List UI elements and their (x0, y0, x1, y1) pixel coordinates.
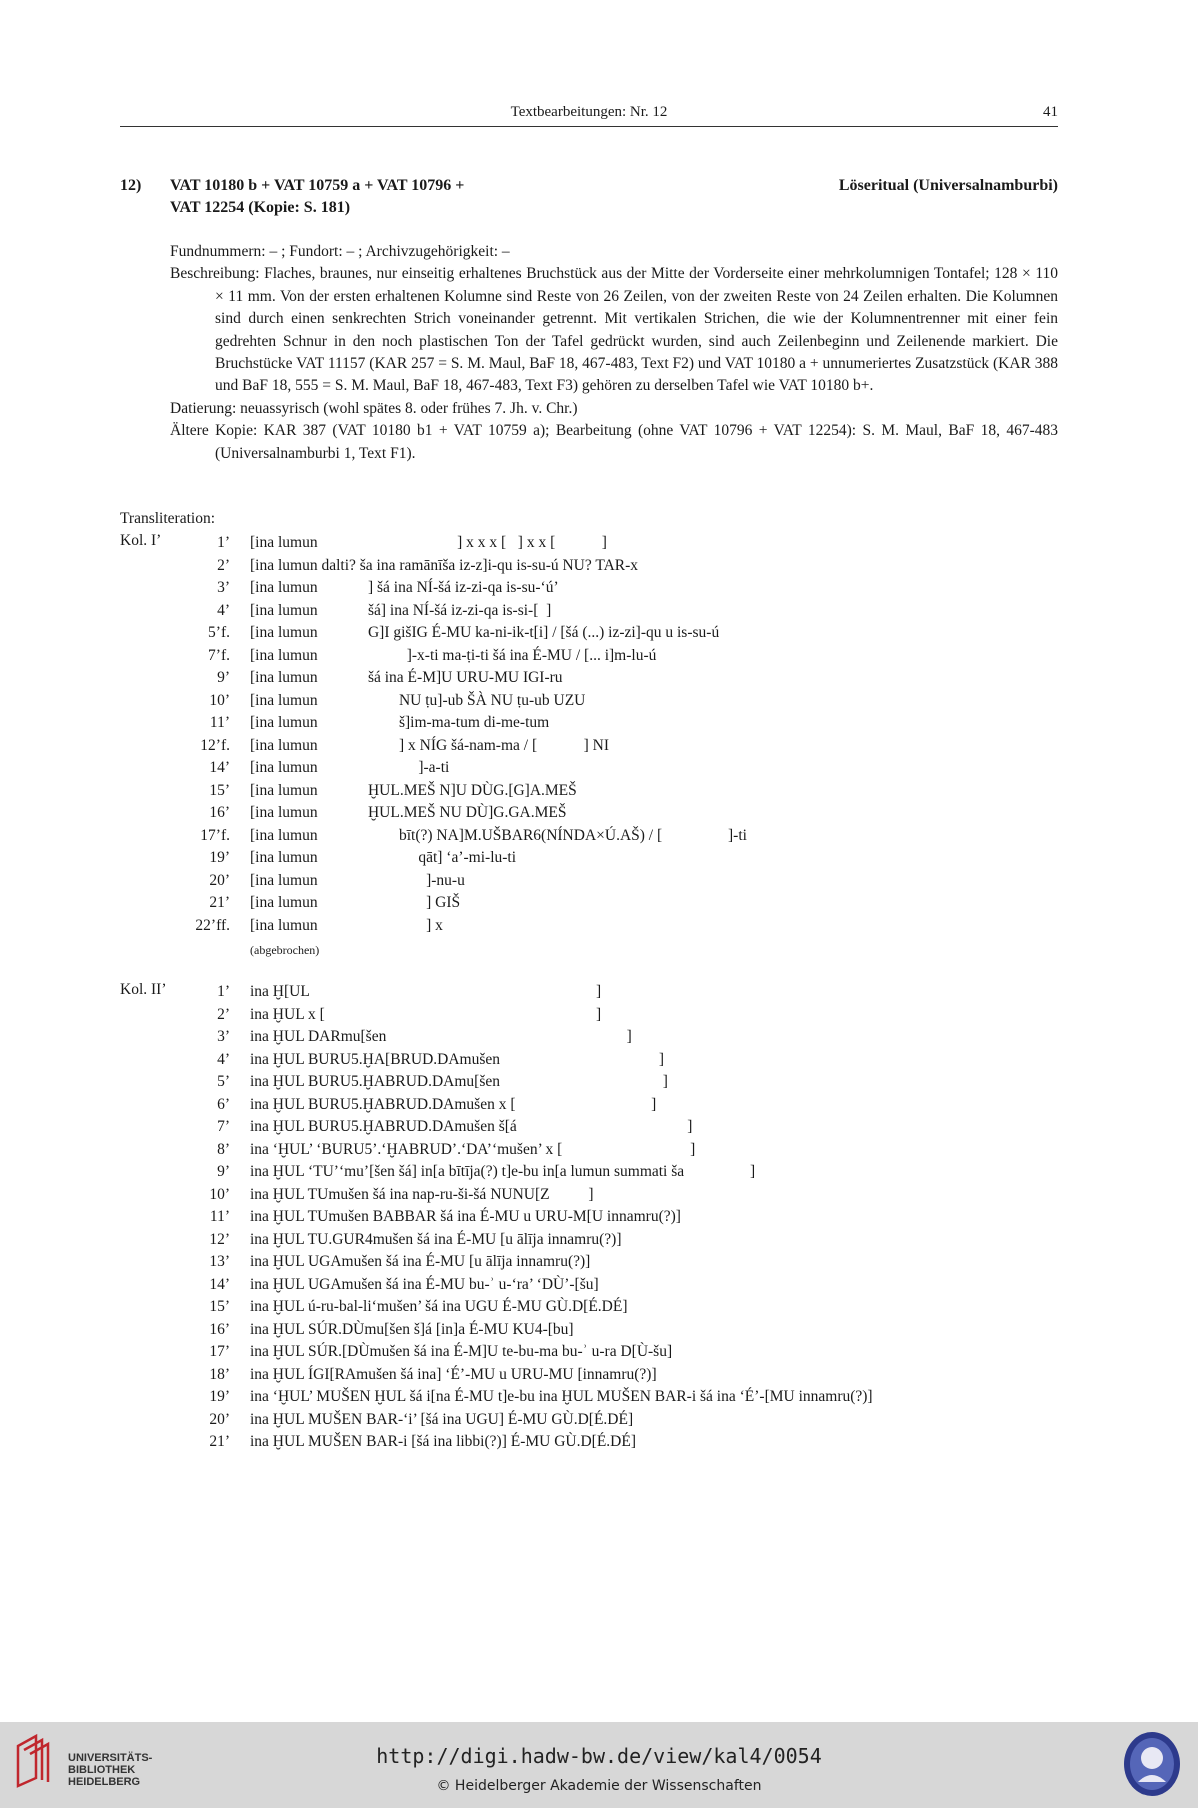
column-label: Kol. I’ (120, 532, 162, 549)
line-text: [ina lumun bīt(?) NA]M.UŠBAR6(NÍNDA×Ú.AŠ) / [ ]-ti (250, 826, 747, 844)
translit-line (0, 622, 1100, 644)
translit-line (0, 1139, 1100, 1161)
line-number: 21’ (209, 894, 230, 911)
line-text: [ina lumun dalti? ša ina ramānīša iz-z]i-qu is-su-ú NU? TAR-x (250, 556, 639, 574)
entry-genre: Löseritual (Universalnamburbi) (838, 177, 1058, 194)
line-text: ina ḪUL TUmušen BABBAR šá ina É-MU u URU-M[U innamru(?)] (250, 1208, 681, 1225)
line-number: 7’f. (208, 646, 230, 664)
translit-line (0, 892, 1100, 914)
translit-line (0, 532, 1100, 554)
line-number: 15’ (209, 1298, 230, 1315)
broken-note: (abgebrochen) (250, 943, 320, 957)
line-text: ina ḪUL ÍGI[RAmušen šá ina] ‘É’-MU u URU-MU [innamru(?)] (250, 1365, 657, 1383)
line-text: [ina lumun ] šá ina NÍ-šá iz-zi-qa is-su-‘ú’ (250, 579, 559, 596)
line-number: 8’ (217, 1140, 230, 1158)
column-label: Kol. II’ (120, 981, 167, 998)
line-number: 1’ (217, 534, 230, 551)
line-text: ina ḪUL BURU5.ḪA[BRUD.DAmušen ] (250, 1050, 665, 1068)
translit-line (0, 825, 1100, 847)
line-text: ina ḪUL MUŠEN BAR-i [šá ina libbi(?)] É-MU GÙ.D[É.DÉ] (250, 1433, 636, 1450)
translit-line (0, 1341, 1100, 1363)
entry-number: 12) (120, 177, 142, 194)
translit-line (0, 847, 1100, 869)
footer-bar (0, 1722, 1198, 1808)
line-text: ina ḪUL x [ ] (250, 1005, 602, 1023)
translit-line (0, 667, 1100, 689)
line-text: ina ḪUL MUŠEN BAR-‘i’ [šá ina UGU] É-MU GÙ.D[É.DÉ] (250, 1410, 634, 1428)
older-copy: Ältere Kopie: KAR 387 (VAT 10180 b1 + VAT 10759 a); Bearbeitung (ohne VAT 10796 + VAT 12254): S. M. Maul, BaF 18, 467-483 (Universalnamburbi 1, Text F1). (170, 422, 1058, 462)
line-number: 20’ (209, 1410, 230, 1428)
line-number: 3’ (217, 579, 230, 596)
line-text: [ina lumun ] x (250, 916, 443, 934)
translit-line (0, 690, 1100, 712)
line-text: ina ḪUL ‘TU’‘mu’[šen šá] in[a bītīja(?) t]e-bu in[a lumun summati ša ] (250, 1163, 756, 1180)
line-text: [ina lumun ḪUL.MEŠ NU DÙ]G.GA.MEŠ (250, 804, 567, 821)
translit-line (0, 1229, 1100, 1251)
translit-line (0, 735, 1100, 757)
description-block (170, 241, 1058, 465)
translit-line (0, 712, 1100, 734)
translit-line (0, 915, 1100, 937)
line-text: [ina lumun qāt] ‘a’-mi-lu-ti (250, 849, 517, 866)
translit-line (0, 645, 1100, 667)
line-number: 12’f. (200, 736, 230, 754)
line-number: 6’ (217, 1095, 230, 1113)
line-text: [ina lumun ḪUL.MEŠ N]U DÙG.[G]A.MEŠ (250, 781, 577, 799)
line-number: 11’ (209, 1208, 230, 1225)
line-number: 14’ (209, 759, 230, 776)
translit-line (0, 1049, 1100, 1071)
line-text: ina ḪUL SÚR.DÙmu[šen š]á [in]a É-MU KU4-[bu] (250, 1320, 574, 1338)
line-number: 21’ (209, 1433, 230, 1450)
line-text: ina ‘ḪUL’ MUŠEN ḪUL šá i[na É-MU t]e-bu ina ḪUL MUŠEN BAR-i šá ina ‘É’-[MU innamru(?)] (250, 1388, 873, 1405)
line-text: [ina lumun šá ina É-M]U URU-MU IGI-ru (250, 669, 563, 686)
description-paragraph: Beschreibung: Flaches, braunes, nur einseitig erhaltenes Bruchstück aus der Mitte der Vorderseite einer mehrkolumnigen Tontafel; 128 × 110 × 11 mm. Von der ersten erhaltenen Kolumne sind Reste von 26 Zeilen, von der zweiten Reste von 24 Zeilen erhalten. Die Kolumnen sind durch einen senkrechten Strich voneinander getrennt. Mit vertikalen Strichen, die wie der Kolumnentrenner mit einer fein gedrehten Schnur in den noch plastischen Ton der Tafel gedrückt wurden, sind auch Zeilenbeginn und Zeilenende markiert. Die Bruchstücke VAT 11157 (KAR 257 = S. M. Maul, BaF 18, 467-483, Text F2) und VAT 10180 a + unnumeriertes Zusatzstück (KAR 388 und BaF 18, 555 = S. M. Maul, BaF 18, 467-483, Text F3) gehören zu derselben Tafel wie VAT 10180 b+. (170, 265, 1058, 395)
line-text: ina ḪUL BURU5.ḪABRUD.DAmušen š[á ] (250, 1118, 693, 1135)
translit-line (0, 1319, 1100, 1341)
translit-line (0, 600, 1100, 622)
line-text: ina ḪUL UGAmušen šá ina É-MU bu-ʾ u-‘ra’ ‘DÙ’-[šu] (250, 1275, 599, 1293)
find-numbers: Fundnummern: – ; Fundort: – ; Archivzugehörigkeit: – (170, 243, 510, 260)
line-number: 4’ (217, 601, 230, 619)
line-text: [ina lumun G]I gišIG É-MU ka-ni-ik-t[i] / [šá (...) iz-zi]-qu u is-su-ú (250, 624, 720, 641)
translit-line (0, 555, 1100, 577)
line-number: 10’ (209, 691, 230, 709)
translit-line (0, 1071, 1100, 1093)
translit-line (0, 1296, 1100, 1318)
line-number: 3’ (217, 1028, 230, 1045)
transliteration-label: Transliteration: (120, 510, 216, 527)
entry-title-line1: VAT 10180 b + VAT 10759 a + VAT 10796 + (170, 177, 465, 194)
line-number: 16’ (209, 1320, 230, 1338)
line-text: [ina lumun ] x NÍG šá-nam-ma / [ ] NI (250, 736, 610, 754)
line-text: ina ‘ḪUL’ ‘BURU5’.‘ḪABRUD’.‘DA’‘mušen’ x [ ] (250, 1140, 696, 1158)
line-text: [ina lumun NU ṭu]-ub ŠÀ NU ṭu-ub UZU (250, 691, 586, 709)
running-title: Textbearbeitungen: Nr. 12 (510, 104, 668, 120)
line-text: ina ḪUL SÚR.[DÙmušen šá ina É-M]U te-bu-ma bu-ʾ u-ra D[Ù-šu] (250, 1343, 673, 1360)
translit-line (0, 1026, 1100, 1048)
dating: Datierung: neuassyrisch (wohl spätes 8. oder frühes 7. Jh. v. Chr.) (170, 399, 578, 417)
line-text: ina ḪUL BURU5.ḪABRUD.DAmušen x [ ] (250, 1095, 657, 1113)
line-number: 19’ (209, 1388, 230, 1405)
line-number: 1’ (217, 983, 230, 1000)
line-text: ina ḪUL TUmušen šá ina nap-ru-ši-šá NUNU[Z ] (250, 1185, 594, 1203)
translit-line (0, 1251, 1100, 1273)
line-number: 22’ff. (195, 916, 230, 934)
line-number: 16’ (209, 804, 230, 821)
academy-seal-icon (1122, 1730, 1182, 1798)
translit-line (0, 1274, 1100, 1296)
line-number: 11’ (209, 714, 230, 731)
entry-title-line2: VAT 12254 (Kopie: S. 181) (170, 199, 351, 216)
line-number: 15’ (209, 781, 230, 799)
line-text: [ina lumun ]-a-ti (250, 759, 450, 776)
line-number: 19’ (209, 849, 230, 866)
library-name: UNIVERSITÄTS-BIBLIOTHEK HEIDELBERG (68, 1752, 153, 1788)
line-number: 2’ (217, 1005, 230, 1023)
line-number: 10’ (209, 1185, 230, 1203)
line-number: 7’ (217, 1118, 230, 1135)
page-number: 41 (1043, 104, 1058, 120)
translit-line (0, 1004, 1100, 1026)
line-text: ina ḪUL UGAmušen šá ina É-MU [u ālīja innamru(?)] (250, 1253, 591, 1270)
copyright-text: © Heidelberger Akademie der Wissenschaften (436, 1778, 762, 1794)
line-number: 17’f. (200, 826, 230, 844)
line-text: ina ḪUL TU.GUR4mušen šá ina É-MU [u ālīja innamru(?)] (250, 1230, 622, 1248)
line-number: 2’ (217, 556, 230, 574)
translit-line (0, 1364, 1100, 1386)
translit-line (0, 1431, 1100, 1453)
line-text: [ina lumun šá] ina NÍ-šá iz-zi-qa is-si-[ ] (250, 601, 552, 619)
translit-line (0, 577, 1100, 599)
translit-line (0, 1094, 1100, 1116)
translit-line (0, 1184, 1100, 1206)
line-number: 12’ (209, 1230, 230, 1248)
line-number: 14’ (209, 1275, 230, 1293)
translit-line (0, 1206, 1100, 1228)
translit-line (0, 981, 1100, 1003)
line-text: [ina lumun ]-x-ti ma-ṭi-ti šá ina É-MU / [... i]m-lu-ú (250, 646, 657, 664)
line-number: 20’ (209, 871, 230, 889)
line-text: [ina lumun ]-nu-u (250, 871, 465, 889)
line-number: 17’ (209, 1343, 230, 1360)
translit-line (0, 870, 1100, 892)
line-number: 5’f. (208, 624, 230, 641)
line-number: 4’ (217, 1050, 230, 1068)
line-text: ina Ḫ[UL ] (250, 983, 602, 1000)
line-text: [ina lumun ] x x x [ ] x x [ ] (250, 534, 607, 551)
line-text: ina ḪUL BURU5.ḪABRUD.DAmu[šen ] (250, 1073, 668, 1090)
page-url-link[interactable]: http://digi.hadw-bw.de/view/kal4/0054 (376, 1744, 822, 1768)
translit-line (0, 757, 1100, 779)
line-number: 5’ (217, 1073, 230, 1090)
translit-line (0, 802, 1100, 824)
translit-line (0, 1409, 1100, 1431)
translit-line (0, 780, 1100, 802)
line-text: ina ḪUL ú-ru-bal-li‘mušen’ šá ina UGU É-MU GÙ.D[É.DÉ] (250, 1298, 628, 1315)
line-text: [ina lumun š]im-ma-tum di-me-tum (250, 714, 550, 731)
line-number: 9’ (217, 1163, 230, 1180)
line-number: 18’ (209, 1365, 230, 1383)
translit-line (0, 1161, 1100, 1183)
line-number: 13’ (209, 1253, 230, 1270)
translit-line (0, 1116, 1100, 1138)
line-text: [ina lumun ] GIŠ (250, 894, 461, 911)
translit-line (0, 1386, 1100, 1408)
line-text: ina ḪUL DARmu[šen ] (250, 1028, 632, 1045)
line-number: 9’ (217, 669, 230, 686)
running-header (120, 104, 1058, 127)
